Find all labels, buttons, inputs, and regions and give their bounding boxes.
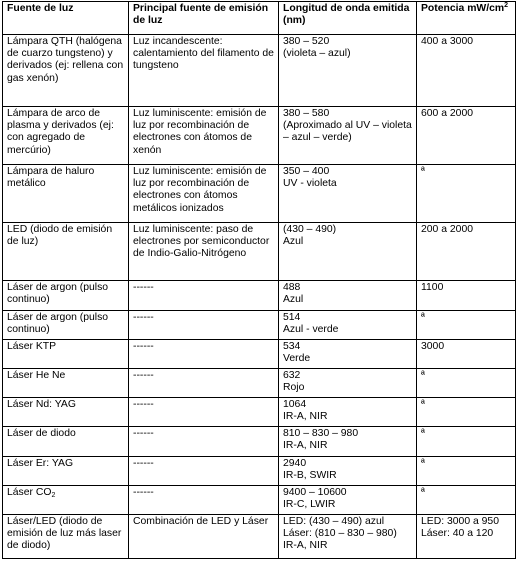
cell-potencia: [417, 281, 516, 311]
table-row: [3, 281, 516, 311]
cell-text: Láser CO: [7, 487, 52, 498]
cell-text: LED (diodo de emisión de luz): [7, 224, 113, 248]
table-row: [3, 35, 516, 107]
table-row: [3, 311, 516, 340]
cell-text: Lámpara de arco de plasma y derivados (ej: con agregado de mercúrio): [7, 108, 114, 156]
header-potencia: Potencia $mW/cm^2$: [417, 2, 516, 35]
cell-principal: [129, 515, 279, 559]
table-row: [3, 223, 516, 281]
cell-text: Luz luminiscente: emisión de luz por recombinación de electrones con átomos de xenón: [133, 108, 267, 156]
cell-fuente: [3, 223, 129, 281]
cell-text: 1064 IR-A, NIR: [283, 399, 328, 423]
cell-principal: [129, 165, 279, 223]
cell-longitud: [279, 340, 417, 369]
cell-fuente: [3, 35, 129, 107]
cell-text: 810 – 830 – 980 IR-A, NIR: [283, 428, 359, 452]
cell-longitud: [279, 369, 417, 398]
cell-text: ------: [133, 282, 154, 293]
cell-text: ------: [133, 399, 154, 410]
cell-principal: [129, 457, 279, 486]
cell-principal: [129, 281, 279, 311]
cell-potencia: [417, 165, 516, 223]
cell-fuente: [3, 165, 129, 223]
cell-fuente: [3, 515, 129, 559]
cell-text: Láser de argon (pulso continuo): [7, 312, 109, 336]
cell-text: Láser Er: YAG: [7, 458, 74, 469]
cell-potencia: [417, 223, 516, 281]
light-sources-table: [2, 1, 516, 559]
cell-longitud: [279, 515, 417, 559]
cell-potencia: [417, 457, 516, 486]
table-row: [3, 515, 516, 559]
cell-potencia: [417, 486, 516, 515]
cell-principal: [129, 35, 279, 107]
cell-text: LED: (430 – 490) azul Láser: (810 – 830 – 980) IR-A, NIR: [283, 516, 397, 552]
cell-text: 3000: [421, 341, 445, 352]
cell-text: 600 a 2000: [421, 108, 474, 119]
cell-text: Láser He Ne: [7, 370, 66, 381]
table-row: [3, 427, 516, 457]
cell-principal: [129, 311, 279, 340]
table-row: [3, 369, 516, 398]
cell-fuente: [3, 281, 129, 311]
cell-text: ª: [421, 487, 425, 498]
cell-text: 534 Verde: [283, 341, 311, 365]
cell-longitud: [279, 427, 417, 457]
table-row: [3, 340, 516, 369]
cell-text: ------: [133, 370, 154, 381]
cell-text: 380 – 580 (Aproximado al UV – violeta – azul – verde): [283, 108, 412, 144]
cell-longitud: [279, 165, 417, 223]
cell-text: 632 Rojo: [283, 370, 305, 394]
cell-text: 9400 – 10600 IR-C, LWIR: [283, 487, 347, 511]
cell-potencia: [417, 107, 516, 165]
cell-text: ------: [133, 312, 154, 323]
header-principal: Principal fuente de emisión de luz: [129, 2, 279, 35]
subscript-2: 2: [51, 492, 56, 499]
cell-principal: [129, 369, 279, 398]
cell-text: (430 – 490) Azul: [283, 224, 337, 248]
cell-longitud: [279, 35, 417, 107]
cell-longitud: [279, 107, 417, 165]
cell-text: ------: [133, 487, 154, 498]
cell-text: Lámpara de haluro metálico: [7, 166, 95, 190]
cell-text: ------: [133, 341, 154, 352]
cell-potencia: [417, 398, 516, 427]
cell-fuente: [3, 427, 129, 457]
cell-text: 380 – 520 (violeta – azul): [283, 36, 351, 60]
cell-potencia: [417, 35, 516, 107]
cell-longitud: [279, 311, 417, 340]
cell-text: ª: [421, 312, 425, 323]
cell-principal: [129, 223, 279, 281]
header-row: [3, 2, 516, 35]
table-row: [3, 165, 516, 223]
table-row: [3, 398, 516, 427]
cell-text: Luz incandescente: calentamiento del filamento de tungsteno: [133, 36, 274, 72]
cell-fuente: [3, 311, 129, 340]
cell-text: ª: [421, 166, 425, 177]
cell-text: 1100: [421, 282, 444, 293]
cell-text: ------: [133, 458, 154, 469]
cell-principal: [129, 398, 279, 427]
cell-potencia: [417, 515, 516, 559]
cell-text: Luz luminiscente: emisión de luz por recombinación de electrones con átomos metálicos ionizados: [133, 166, 267, 214]
cell-text: Láser KTP: [7, 341, 57, 352]
header-longitud: Longitud de onda emitida (nm): [279, 2, 417, 35]
cell-text: ª: [421, 458, 425, 469]
cell-text: 488 Azul: [283, 282, 304, 306]
cell-text: Láser/LED (diodo de emisión de luz más laser de diodo): [7, 516, 122, 552]
header-fuente: Fuente de luz: [3, 2, 129, 35]
cell-fuente: [3, 369, 129, 398]
cell-text: Lámpara QTH (halógena de cuarzo tungsteno) y derivados (ej: rellena con gas xenón): [7, 36, 124, 84]
cell-text: 2940 IR-B, SWIR: [283, 458, 337, 482]
cell-potencia: [417, 427, 516, 457]
cell-text: Láser de argon (pulso continuo): [7, 282, 109, 306]
cell-fuente: [3, 398, 129, 427]
cell-text: Luz luminiscente: paso de electrones por semiconductor de Indio-Galio-Nitrógeno: [133, 224, 270, 260]
cell-potencia: [417, 340, 516, 369]
cell-text: ª: [421, 428, 425, 439]
cell-longitud: [279, 281, 417, 311]
cell-longitud: [279, 457, 417, 486]
cell-fuente: [3, 486, 129, 515]
cell-text: Combinación de LED y Láser: [133, 516, 269, 527]
cell-potencia: [417, 311, 516, 340]
cell-fuente: [3, 340, 129, 369]
table-row: [3, 486, 516, 515]
cell-principal: [129, 340, 279, 369]
superscript-2: 2: [504, 2, 509, 9]
cell-fuente: [3, 457, 129, 486]
cell-text: 200 a 2000: [421, 224, 474, 235]
cell-text: LED: 3000 a 950 Láser: 40 a 120: [421, 516, 499, 540]
cell-longitud: [279, 398, 417, 427]
cell-text: ------: [133, 428, 154, 439]
cell-text: ª: [421, 370, 425, 381]
cell-text: 400 a 3000: [421, 36, 474, 47]
cell-text: ª: [421, 399, 425, 410]
table-row: [3, 457, 516, 486]
cell-longitud: [279, 223, 417, 281]
cell-principal: [129, 107, 279, 165]
cell-text: 514 Azul - verde: [283, 312, 339, 336]
cell-potencia: [417, 369, 516, 398]
cell-principal: [129, 486, 279, 515]
table-row: [3, 107, 516, 165]
cell-longitud: [279, 486, 417, 515]
cell-text: Láser de diodo: [7, 428, 76, 439]
cell-principal: [129, 427, 279, 457]
cell-fuente: [3, 107, 129, 165]
cell-text: 350 – 400 UV - violeta: [283, 166, 337, 190]
cell-text: Láser Nd: YAG: [7, 399, 76, 410]
